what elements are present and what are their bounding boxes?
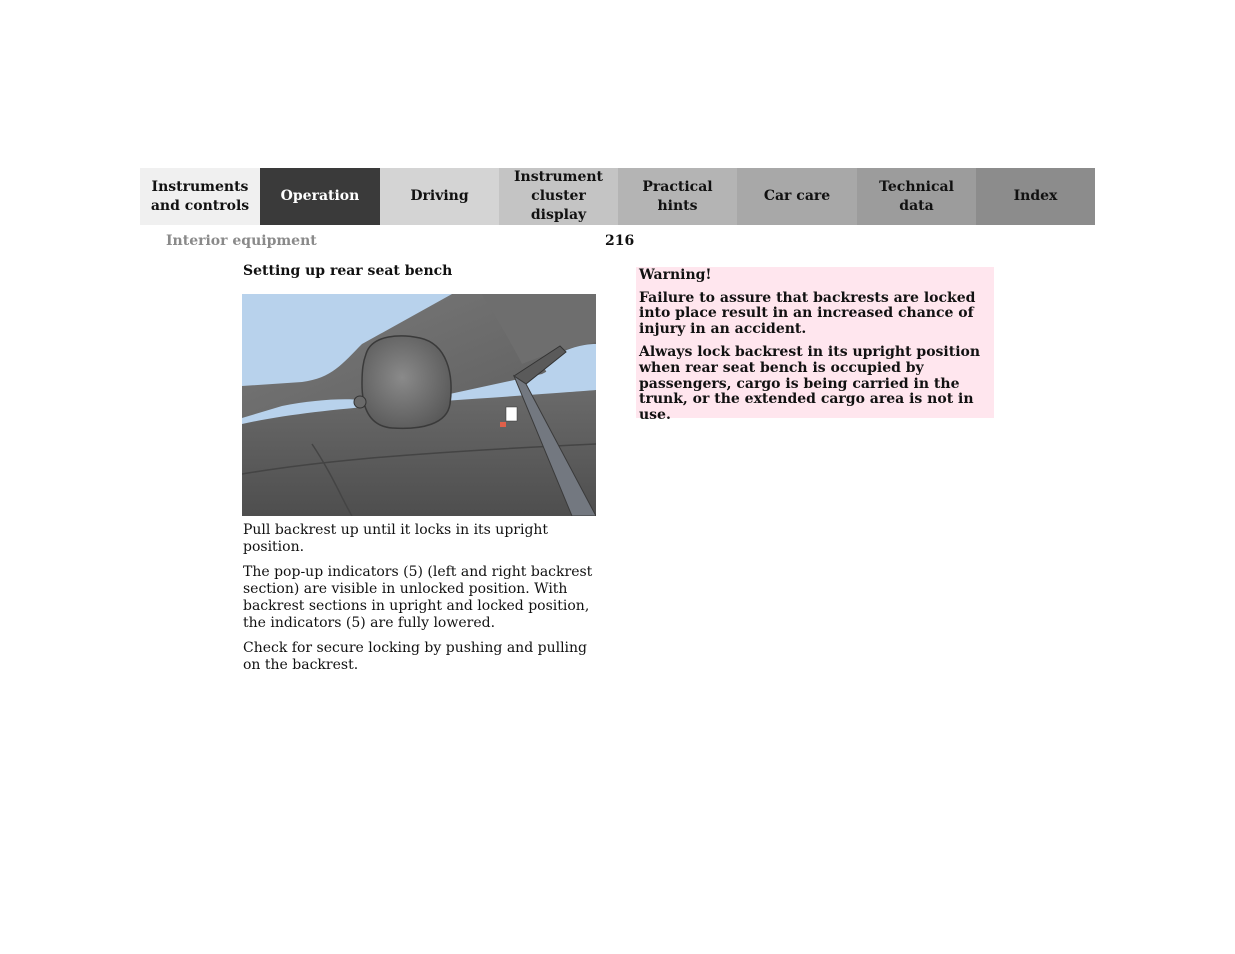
instruction-paragraph: Pull backrest up until it locks in its upright position. <box>243 522 549 555</box>
tab-driving[interactable]: Driving <box>380 168 499 225</box>
tab-technical-data[interactable]: Technical data <box>857 168 976 225</box>
page-title: Setting up rear seat bench <box>243 263 453 279</box>
tab-instrument-cluster-display[interactable]: Instrument cluster display <box>499 168 618 225</box>
tab-practical-hints[interactable]: Practical hints <box>618 168 737 225</box>
warning-paragraph: Failure to assure that backrests are locked into place result in an increased chance of injury in an accident. <box>639 289 976 337</box>
tab-index[interactable]: Index <box>976 168 1095 225</box>
pop-up-indicator <box>500 422 506 427</box>
warning-box <box>636 267 994 423</box>
instructions <box>243 522 603 682</box>
rear-seat-illustration-svg <box>242 294 596 516</box>
tab-instruments-and-controls[interactable]: Instruments and controls <box>140 168 260 225</box>
chapter-nav <box>140 168 1095 225</box>
instruction-paragraph: Check for secure locking by pushing and pulling on the backrest. <box>243 640 588 673</box>
rear-seat-illustration <box>242 294 596 516</box>
page-number: 216 <box>605 233 635 249</box>
warning-paragraph: Always lock backrest in its upright position when rear seat bench is occupied by passengers, cargo is being carried in the trunk, or the extended cargo area is not in use. <box>639 344 981 423</box>
warning-title: Warning! <box>639 267 712 283</box>
section-header: Interior equipment <box>166 233 317 249</box>
tab-operation[interactable]: Operation <box>260 168 380 225</box>
callout-label-box <box>506 407 517 421</box>
tab-car-care[interactable]: Car care <box>737 168 857 225</box>
instruction-paragraph: The pop-up indicators (5) (left and right backrest section) are visible in unlocked position. With backrest sections in upright and locked position, the indicators (5) are fully lowered. <box>243 564 593 631</box>
